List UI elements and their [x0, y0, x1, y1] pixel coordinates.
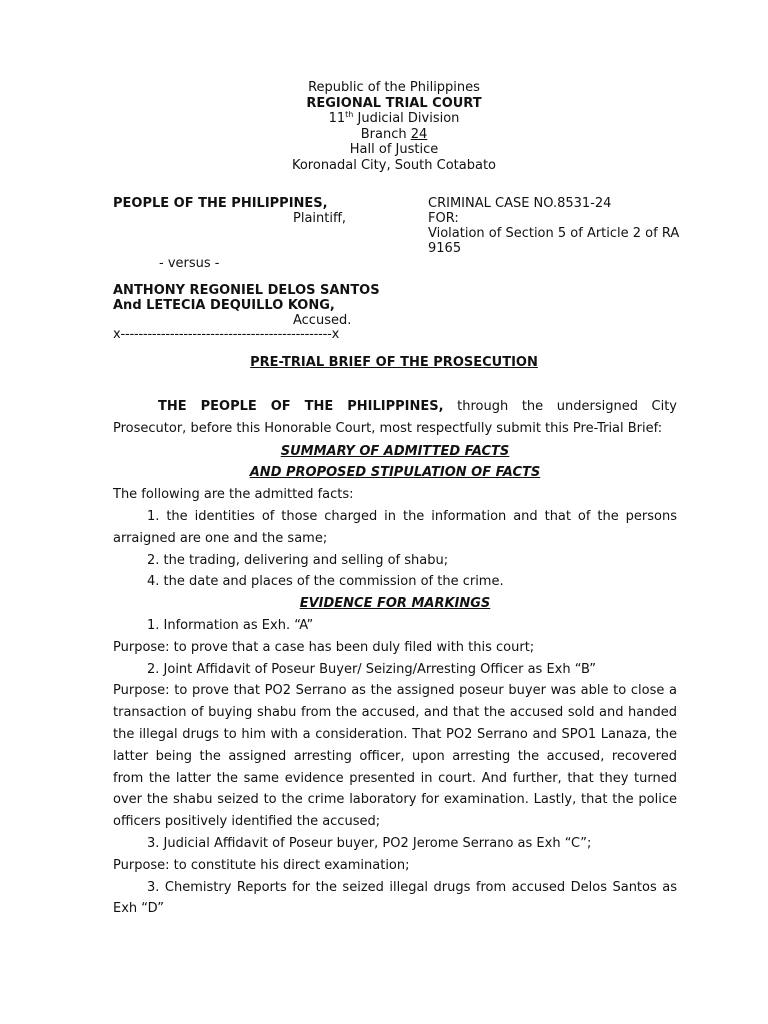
admitted-fact-item: 4. the date and places of the commission of the crime.	[147, 574, 504, 590]
intro-paragraph	[113, 396, 677, 440]
division-suffix: th	[345, 110, 354, 119]
admitted-facts-lead: The following are the admitted facts:	[113, 487, 354, 503]
accused-role: Accused.	[293, 313, 352, 328]
admitted-facts-heading-2	[113, 462, 677, 484]
city-line: Koronadal City, South Cotabato	[291, 157, 497, 173]
evidence-heading	[113, 593, 677, 615]
division-number: 11	[328, 111, 346, 126]
for-label: FOR:	[428, 211, 459, 226]
court-header	[0, 80, 768, 173]
evidence-item: 3. Judicial Affidavit of Poseur buyer, PO2 Jerome Serrano as Exh “C”;	[147, 835, 592, 851]
evidence-purpose: Purpose: to prove that a case has been duly filed with this court;	[113, 639, 535, 655]
evidence-item: 1. Information as Exh. “A”	[147, 617, 314, 633]
violation-text: Violation of Section 5 of Article 2 of RA 9165	[428, 226, 680, 256]
evidence-item: 2. Joint Affidavit of Poseur Buyer/ Seizing/Arresting Officer as Exh “B”	[147, 661, 596, 677]
versus: - versus -	[159, 256, 220, 271]
admitted-fact-item: 1. the identities of those charged in the information and that of the persons arraigned are one and the same;	[113, 508, 677, 546]
hall-line: Hall of Justice	[349, 142, 439, 157]
accused-name-1: ANTHONY REGONIEL DELOS SANTOS	[113, 283, 380, 298]
intro-text: through the undersigned City Prosecutor, before this Honorable Court, most respectfully submit this Pre-Trial Brief:	[113, 399, 678, 436]
plaintiff-role: Plaintiff,	[293, 211, 347, 226]
branch-label: Branch	[360, 126, 411, 142]
caption-separator: x-----------------------------------------------x	[113, 327, 340, 342]
evidence-purpose: Purpose: to constitute his direct examination;	[113, 857, 410, 873]
admitted-fact-item: 2. the trading, delivering and selling of shabu;	[147, 552, 449, 568]
document-body	[113, 396, 677, 920]
evidence-purpose: Purpose: to prove that PO2 Serrano as the assigned poseur buyer was able to close a transaction of buying shabu from the accused, and that the accused sold and handed the illegal drugs to him with a consideration. That PO2 Serrano and SPO1 Lanaza, the latter being the assigned arresting officer, upon arresting the accused, recovered from the latter the same evidence presented in court. And further, that they turned over the shabu seized to the crime laboratory for examination. Lastly, that the police officers positively identified the accused;	[113, 683, 677, 830]
plaintiff-name: PEOPLE OF THE PHILIPPINES,	[113, 196, 328, 211]
court-name: REGIONAL TRIAL COURT	[306, 95, 482, 111]
evidence-item: 3. Chemistry Reports for the seized illegal drugs from accused Delos Santos as Exh “D”	[113, 879, 677, 917]
admitted-facts-title: SUMMARY OF ADMITTED FACTS	[280, 443, 510, 459]
case-number: CRIMINAL CASE NO.8531-24	[428, 196, 612, 211]
admitted-facts-heading-1	[113, 441, 677, 463]
evidence-title: EVIDENCE FOR MARKINGS	[299, 596, 491, 612]
republic-line: Republic of the Philippines	[308, 80, 480, 95]
division-text: Judicial Division	[353, 111, 460, 126]
intro-party: THE PEOPLE OF THE PHILIPPINES,	[158, 399, 444, 414]
branch-line	[0, 127, 768, 143]
case-info	[428, 196, 688, 256]
stipulation-title: AND PROPOSED STIPULATION OF FACTS	[249, 465, 541, 481]
branch-number: 24	[410, 126, 428, 142]
accused-name-2: And LETECIA DEQUILLO KONG,	[113, 298, 335, 313]
division-line	[0, 111, 768, 127]
document-title: PRE-TRIAL BRIEF OF THE PROSECUTION	[250, 355, 538, 370]
